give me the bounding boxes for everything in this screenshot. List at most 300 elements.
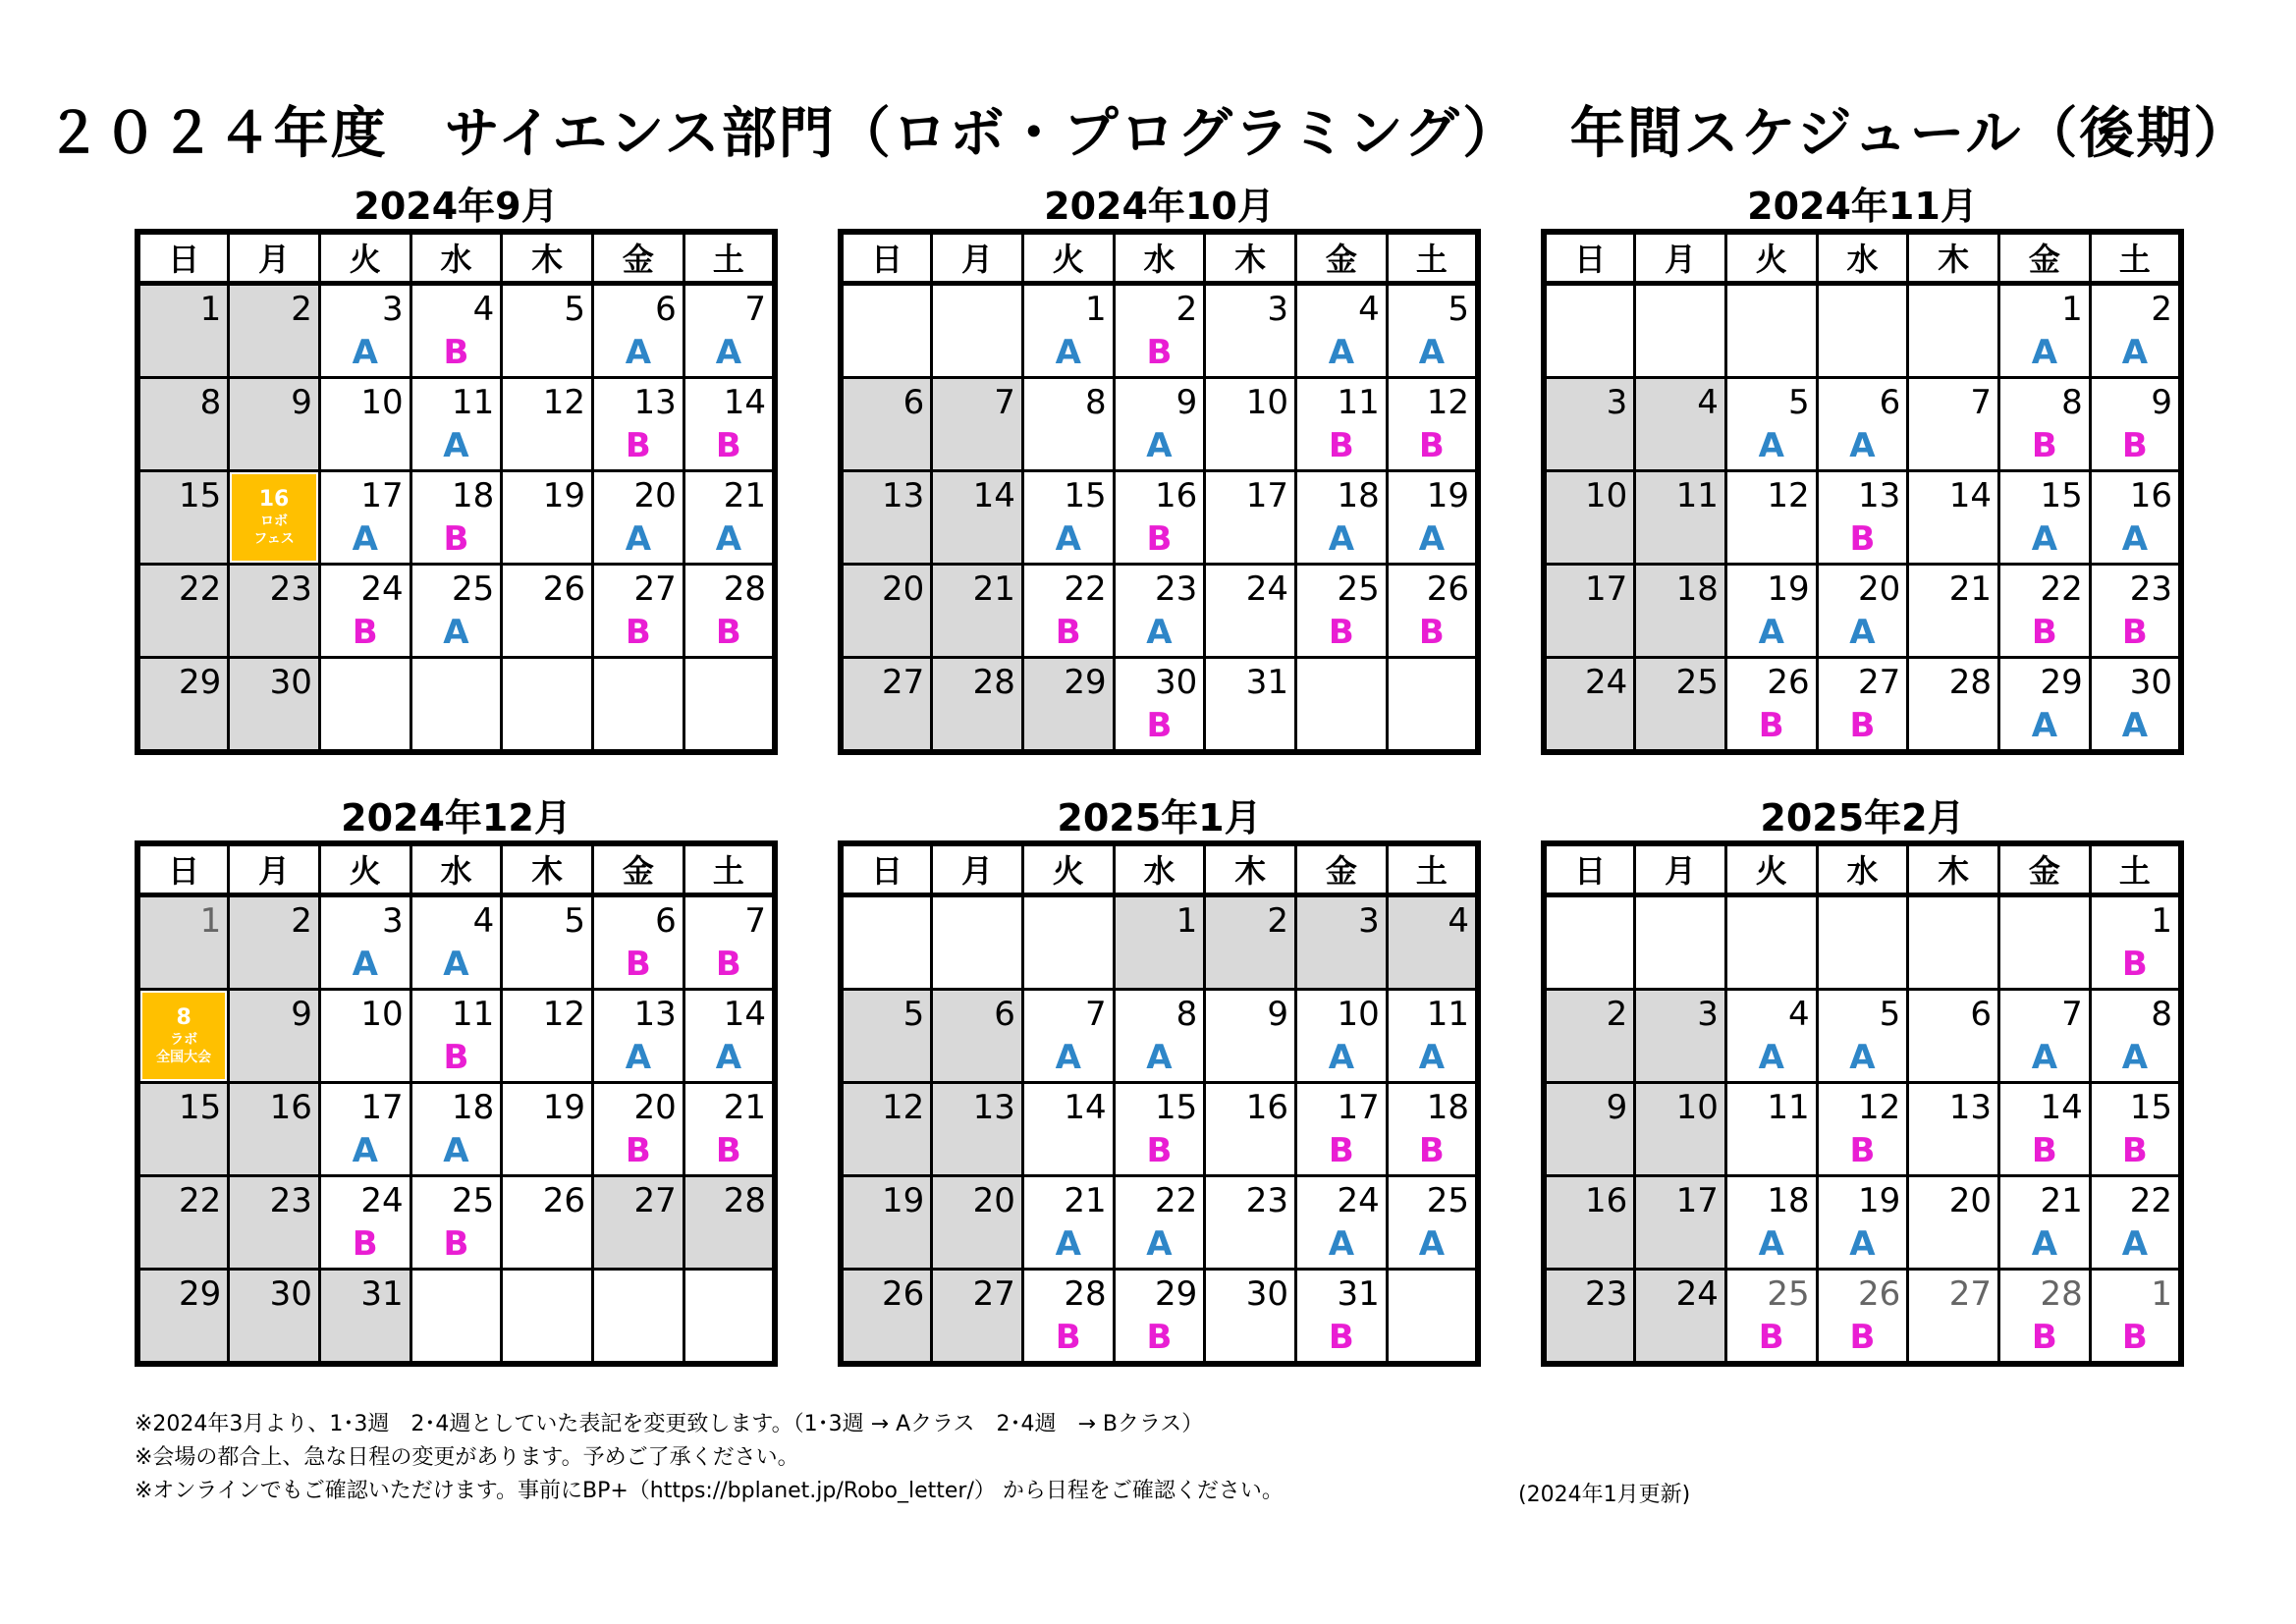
day-cell bbox=[1999, 377, 2091, 470]
class-mark: A bbox=[1849, 1037, 1876, 1077]
day-cell bbox=[1544, 283, 1635, 377]
weekday-header: 火 bbox=[1725, 232, 1817, 283]
day-cell bbox=[1205, 470, 1296, 564]
week-row bbox=[841, 564, 1478, 657]
day-cell bbox=[1725, 1269, 1817, 1364]
class-mark: B bbox=[443, 1037, 469, 1077]
day-number: 4 bbox=[1448, 900, 1469, 941]
week-row bbox=[137, 657, 775, 752]
day-cell bbox=[1296, 377, 1388, 470]
day-cell bbox=[593, 470, 684, 564]
class-mark: B bbox=[625, 612, 651, 652]
day-cell bbox=[229, 377, 320, 470]
class-mark: B bbox=[443, 518, 469, 559]
day-cell bbox=[137, 377, 229, 470]
day-number: 1 bbox=[199, 289, 222, 329]
day-cell bbox=[2090, 657, 2181, 752]
class-mark: A bbox=[1055, 332, 1081, 372]
week-row bbox=[137, 1082, 775, 1175]
month-title: 2025年2月 bbox=[1760, 796, 1965, 839]
day-cell bbox=[1999, 657, 2091, 752]
class-mark: B bbox=[1849, 1317, 1876, 1357]
day-number: 2 bbox=[291, 289, 312, 329]
weekday-header: 火 bbox=[1022, 843, 1114, 894]
class-mark: A bbox=[352, 944, 378, 984]
day-cell bbox=[1908, 377, 1999, 470]
day-cell bbox=[1114, 1269, 1205, 1364]
class-mark: A bbox=[1758, 612, 1784, 652]
day-number: 22 bbox=[2129, 1180, 2172, 1220]
day-number: 25 bbox=[1337, 568, 1380, 609]
day-number: 6 bbox=[655, 289, 677, 329]
class-mark: A bbox=[443, 425, 469, 465]
day-cell bbox=[1817, 1082, 1908, 1175]
day-number: 17 bbox=[1337, 1087, 1380, 1127]
day-number: 1 bbox=[199, 900, 222, 941]
week-row bbox=[137, 377, 775, 470]
day-cell bbox=[2090, 1082, 2181, 1175]
month-title: 2024年10月 bbox=[1044, 185, 1275, 228]
day-number: 12 bbox=[881, 1087, 925, 1127]
day-cell bbox=[1022, 283, 1114, 377]
week-row bbox=[137, 1175, 775, 1269]
day-cell bbox=[1908, 989, 1999, 1082]
day-number: 17 bbox=[1245, 475, 1289, 515]
day-cell bbox=[1908, 564, 1999, 657]
weekday-header: 日 bbox=[137, 232, 229, 283]
day-number: 14 bbox=[1064, 1087, 1107, 1127]
class-mark: B bbox=[1328, 425, 1354, 465]
day-number: 18 bbox=[452, 1087, 495, 1127]
class-mark: B bbox=[625, 1130, 651, 1170]
day-cell bbox=[1725, 564, 1817, 657]
event-label: フェス bbox=[253, 530, 295, 547]
day-cell bbox=[2090, 470, 2181, 564]
day-number: 20 bbox=[1858, 568, 1901, 609]
day-cell bbox=[841, 377, 932, 470]
day-cell bbox=[410, 1082, 502, 1175]
day-number: 28 bbox=[1064, 1273, 1107, 1314]
class-mark: A bbox=[2121, 705, 2149, 745]
weekday-header: 日 bbox=[841, 843, 932, 894]
day-cell bbox=[1296, 894, 1388, 989]
day-number: 1 bbox=[2061, 289, 2083, 329]
month-calendar bbox=[838, 182, 1481, 751]
day-cell bbox=[1387, 283, 1478, 377]
class-mark: B bbox=[1758, 1317, 1784, 1357]
day-number: 25 bbox=[452, 1180, 495, 1220]
week-row bbox=[137, 470, 775, 564]
day-cell bbox=[410, 989, 502, 1082]
day-cell bbox=[1817, 657, 1908, 752]
day-cell bbox=[1817, 1269, 1908, 1364]
day-cell bbox=[2090, 564, 2181, 657]
day-number: 13 bbox=[1948, 1087, 1993, 1127]
day-number: 30 bbox=[2129, 662, 2172, 702]
day-cell bbox=[1635, 1269, 1726, 1364]
day-number: 3 bbox=[1606, 382, 1628, 422]
day-number: 2 bbox=[1606, 994, 1628, 1034]
day-cell bbox=[229, 470, 320, 564]
day-cell bbox=[502, 989, 593, 1082]
day-cell bbox=[1205, 1269, 1296, 1364]
class-mark: A bbox=[352, 518, 378, 559]
day-number: 22 bbox=[1064, 568, 1107, 609]
day-cell bbox=[1022, 894, 1114, 989]
day-number: 19 bbox=[1767, 568, 1810, 609]
day-cell bbox=[1725, 894, 1817, 989]
class-mark: A bbox=[2031, 705, 2058, 745]
notes bbox=[135, 1408, 2000, 1508]
day-number: 11 bbox=[1675, 475, 1719, 515]
class-mark: B bbox=[352, 612, 378, 652]
day-number: 3 bbox=[381, 289, 404, 329]
weekday-header: 月 bbox=[932, 843, 1023, 894]
day-number: 18 bbox=[1337, 475, 1380, 515]
day-cell bbox=[1296, 657, 1388, 752]
day-cell bbox=[1908, 283, 1999, 377]
day-number: 16 bbox=[1155, 475, 1198, 515]
class-mark: B bbox=[1328, 1317, 1354, 1357]
day-number: 21 bbox=[2040, 1180, 2083, 1220]
day-cell bbox=[593, 564, 684, 657]
day-cell bbox=[1205, 283, 1296, 377]
weekday-header: 木 bbox=[1908, 232, 1999, 283]
day-cell bbox=[1725, 1175, 1817, 1269]
day-number: 28 bbox=[723, 1180, 766, 1220]
day-cell bbox=[683, 657, 775, 752]
day-number: 8 bbox=[1175, 994, 1198, 1034]
day-number: 5 bbox=[564, 900, 586, 941]
class-mark: A bbox=[1328, 518, 1355, 559]
month-title: 2024年9月 bbox=[354, 185, 559, 228]
day-number: 17 bbox=[360, 1087, 404, 1127]
day-cell bbox=[1908, 1269, 1999, 1364]
week-row bbox=[137, 564, 775, 657]
weekday-header: 日 bbox=[1544, 843, 1635, 894]
day-cell bbox=[1635, 1175, 1726, 1269]
day-number: 17 bbox=[1675, 1180, 1719, 1220]
calendar-table bbox=[135, 229, 778, 755]
day-cell bbox=[841, 470, 932, 564]
day-number: 19 bbox=[881, 1180, 925, 1220]
day-cell bbox=[1725, 1082, 1817, 1175]
week-row bbox=[841, 894, 1478, 989]
day-number: 12 bbox=[1426, 382, 1469, 422]
class-mark: B bbox=[443, 1223, 469, 1264]
day-cell bbox=[137, 1269, 229, 1364]
day-number: 25 bbox=[1426, 1180, 1469, 1220]
calendar-table bbox=[1541, 840, 2184, 1367]
class-mark: A bbox=[1146, 1223, 1173, 1264]
class-mark: A bbox=[2031, 332, 2058, 372]
day-cell bbox=[1908, 1082, 1999, 1175]
class-mark: A bbox=[2121, 1223, 2149, 1264]
day-cell bbox=[229, 657, 320, 752]
day-number: 16 bbox=[269, 1087, 312, 1127]
day-cell bbox=[1205, 989, 1296, 1082]
weekday-header: 木 bbox=[1205, 843, 1296, 894]
month-title: 2025年1月 bbox=[1057, 796, 1262, 839]
day-cell bbox=[1817, 283, 1908, 377]
day-number: 22 bbox=[178, 568, 222, 609]
class-mark: A bbox=[1146, 612, 1173, 652]
day-cell bbox=[410, 377, 502, 470]
event-day-number: 16 bbox=[258, 486, 290, 512]
week-row bbox=[1544, 989, 2181, 1082]
day-number: 14 bbox=[723, 382, 766, 422]
day-cell bbox=[319, 377, 410, 470]
day-cell bbox=[137, 657, 229, 752]
day-cell bbox=[683, 894, 775, 989]
class-mark: A bbox=[1758, 425, 1784, 465]
day-cell bbox=[1817, 377, 1908, 470]
class-mark: A bbox=[625, 518, 652, 559]
day-cell bbox=[1725, 989, 1817, 1082]
day-number: 22 bbox=[2040, 568, 2083, 609]
class-mark: B bbox=[1146, 1317, 1173, 1357]
week-row bbox=[841, 1175, 1478, 1269]
day-cell bbox=[137, 1175, 229, 1269]
day-number: 15 bbox=[1064, 475, 1107, 515]
day-cell bbox=[1999, 1175, 2091, 1269]
day-cell bbox=[1114, 564, 1205, 657]
day-number: 25 bbox=[1767, 1273, 1810, 1314]
day-number: 18 bbox=[1426, 1087, 1469, 1127]
day-number: 9 bbox=[2151, 382, 2172, 422]
day-cell bbox=[1296, 989, 1388, 1082]
week-row bbox=[841, 1269, 1478, 1364]
day-cell bbox=[1999, 894, 2091, 989]
day-number: 13 bbox=[1858, 475, 1901, 515]
week-row bbox=[841, 1082, 1478, 1175]
day-cell bbox=[137, 989, 229, 1082]
day-cell bbox=[1817, 470, 1908, 564]
weekday-header: 火 bbox=[1725, 843, 1817, 894]
day-cell bbox=[1635, 657, 1726, 752]
day-cell bbox=[502, 894, 593, 989]
day-cell bbox=[319, 470, 410, 564]
day-cell bbox=[137, 894, 229, 989]
class-mark: A bbox=[1418, 332, 1446, 372]
class-mark: B bbox=[352, 1223, 378, 1264]
day-number: 7 bbox=[744, 900, 766, 941]
month-title: 2024年11月 bbox=[1747, 185, 1978, 228]
class-mark: B bbox=[1758, 705, 1784, 745]
day-number: 5 bbox=[1448, 289, 1469, 329]
day-cell bbox=[593, 1175, 684, 1269]
day-number: 20 bbox=[972, 1180, 1015, 1220]
day-cell bbox=[932, 377, 1023, 470]
day-number: 12 bbox=[542, 382, 586, 422]
day-cell bbox=[502, 1175, 593, 1269]
day-cell bbox=[229, 283, 320, 377]
day-number: 11 bbox=[452, 382, 495, 422]
class-mark: A bbox=[715, 332, 742, 372]
day-cell bbox=[319, 283, 410, 377]
class-mark: B bbox=[1418, 1130, 1445, 1170]
day-cell bbox=[410, 894, 502, 989]
day-cell bbox=[1387, 1175, 1478, 1269]
class-mark: A bbox=[2031, 518, 2058, 559]
month-calendar bbox=[1541, 793, 2184, 1363]
day-cell bbox=[1205, 377, 1296, 470]
class-mark: A bbox=[1055, 1223, 1081, 1264]
day-number: 13 bbox=[881, 475, 925, 515]
event-label: 全国大会 bbox=[156, 1049, 212, 1065]
day-number: 6 bbox=[1879, 382, 1901, 422]
day-cell bbox=[319, 1269, 410, 1364]
day-cell bbox=[1908, 657, 1999, 752]
day-number: 8 bbox=[1084, 382, 1107, 422]
day-number: 3 bbox=[1358, 900, 1380, 941]
class-mark: A bbox=[1055, 518, 1081, 559]
day-cell bbox=[137, 1082, 229, 1175]
day-cell bbox=[1544, 989, 1635, 1082]
day-cell bbox=[683, 564, 775, 657]
class-mark: A bbox=[2031, 1037, 2058, 1077]
day-cell bbox=[1114, 470, 1205, 564]
day-number: 20 bbox=[633, 475, 677, 515]
week-row bbox=[1544, 657, 2181, 752]
class-mark: A bbox=[1055, 1037, 1081, 1077]
weekday-header: 月 bbox=[229, 843, 320, 894]
class-mark: B bbox=[1418, 612, 1445, 652]
day-cell bbox=[1635, 470, 1726, 564]
day-number: 10 bbox=[1675, 1087, 1719, 1127]
day-number: 10 bbox=[360, 382, 404, 422]
class-mark: B bbox=[1146, 518, 1173, 559]
day-number: 28 bbox=[972, 662, 1015, 702]
day-cell bbox=[932, 1082, 1023, 1175]
weekday-header: 土 bbox=[2090, 232, 2181, 283]
weekday-header: 金 bbox=[593, 843, 684, 894]
day-number: 2 bbox=[291, 900, 312, 941]
day-cell bbox=[932, 1269, 1023, 1364]
day-number: 12 bbox=[1858, 1087, 1901, 1127]
day-number: 11 bbox=[452, 994, 495, 1034]
day-number: 21 bbox=[723, 475, 766, 515]
day-number: 19 bbox=[542, 1087, 586, 1127]
weekday-header: 火 bbox=[319, 843, 410, 894]
day-cell bbox=[2090, 377, 2181, 470]
class-mark: B bbox=[2031, 612, 2057, 652]
day-number: 28 bbox=[2040, 1273, 2083, 1314]
day-number: 14 bbox=[1948, 475, 1993, 515]
week-row bbox=[1544, 1175, 2181, 1269]
event-cell bbox=[232, 474, 316, 561]
day-number: 26 bbox=[1426, 568, 1469, 609]
day-cell bbox=[137, 564, 229, 657]
day-number: 6 bbox=[994, 994, 1015, 1034]
class-mark: A bbox=[443, 1130, 469, 1170]
day-number: 4 bbox=[1697, 382, 1719, 422]
day-cell bbox=[683, 283, 775, 377]
day-cell bbox=[137, 283, 229, 377]
weekday-header: 水 bbox=[1114, 843, 1205, 894]
class-mark: A bbox=[1849, 425, 1876, 465]
day-number: 26 bbox=[542, 1180, 586, 1220]
day-number: 9 bbox=[1175, 382, 1198, 422]
weekday-header: 木 bbox=[1205, 232, 1296, 283]
day-number: 19 bbox=[1858, 1180, 1901, 1220]
day-cell bbox=[2090, 1175, 2181, 1269]
day-cell bbox=[1205, 1175, 1296, 1269]
day-cell bbox=[1635, 377, 1726, 470]
weekday-header: 金 bbox=[1296, 232, 1388, 283]
class-mark: B bbox=[1849, 705, 1876, 745]
day-number: 29 bbox=[178, 1273, 222, 1314]
day-cell bbox=[319, 989, 410, 1082]
day-number: 30 bbox=[269, 662, 312, 702]
day-number: 1 bbox=[1175, 900, 1198, 941]
weekday-header: 木 bbox=[502, 843, 593, 894]
day-number: 25 bbox=[1675, 662, 1719, 702]
day-cell bbox=[1544, 1082, 1635, 1175]
day-cell bbox=[1725, 657, 1817, 752]
class-mark: B bbox=[2031, 1317, 2057, 1357]
class-mark: B bbox=[715, 944, 741, 984]
weekday-header: 土 bbox=[683, 843, 775, 894]
class-mark: A bbox=[1418, 1037, 1446, 1077]
class-mark: A bbox=[1849, 1223, 1876, 1264]
day-number: 29 bbox=[2040, 662, 2083, 702]
day-number: 26 bbox=[1858, 1273, 1901, 1314]
day-number: 7 bbox=[994, 382, 1015, 422]
day-cell bbox=[502, 283, 593, 377]
month-calendar bbox=[135, 793, 778, 1363]
day-number: 27 bbox=[1948, 1273, 1993, 1314]
day-cell bbox=[502, 564, 593, 657]
day-number: 9 bbox=[1267, 994, 1289, 1034]
day-number: 9 bbox=[1606, 1087, 1628, 1127]
day-cell bbox=[1544, 657, 1635, 752]
event-label: ラボ bbox=[170, 1031, 198, 1048]
weekday-header: 月 bbox=[1635, 843, 1726, 894]
day-cell bbox=[1387, 894, 1478, 989]
day-cell bbox=[1725, 377, 1817, 470]
day-number: 7 bbox=[1084, 994, 1107, 1034]
week-row bbox=[137, 989, 775, 1082]
day-cell bbox=[1999, 1269, 2091, 1364]
day-number: 21 bbox=[972, 568, 1015, 609]
class-mark: B bbox=[715, 425, 741, 465]
day-cell bbox=[1544, 894, 1635, 989]
week-row bbox=[841, 470, 1478, 564]
day-number: 7 bbox=[744, 289, 766, 329]
day-cell bbox=[319, 657, 410, 752]
day-number: 18 bbox=[452, 475, 495, 515]
day-cell bbox=[1635, 1082, 1726, 1175]
class-mark: B bbox=[625, 944, 651, 984]
class-mark: A bbox=[2121, 518, 2149, 559]
day-number: 11 bbox=[1767, 1087, 1810, 1127]
day-number: 30 bbox=[1245, 1273, 1289, 1314]
day-number: 24 bbox=[1245, 568, 1289, 609]
weekday-header: 月 bbox=[932, 232, 1023, 283]
class-mark: A bbox=[1418, 518, 1446, 559]
day-cell bbox=[932, 470, 1023, 564]
day-cell bbox=[1205, 894, 1296, 989]
calendar-table bbox=[1541, 229, 2184, 755]
day-cell bbox=[502, 657, 593, 752]
day-number: 1 bbox=[1084, 289, 1107, 329]
weekday-header: 金 bbox=[1296, 843, 1388, 894]
day-number: 7 bbox=[2061, 994, 2083, 1034]
day-number: 8 bbox=[2061, 382, 2083, 422]
day-cell bbox=[502, 470, 593, 564]
day-number: 19 bbox=[1426, 475, 1469, 515]
